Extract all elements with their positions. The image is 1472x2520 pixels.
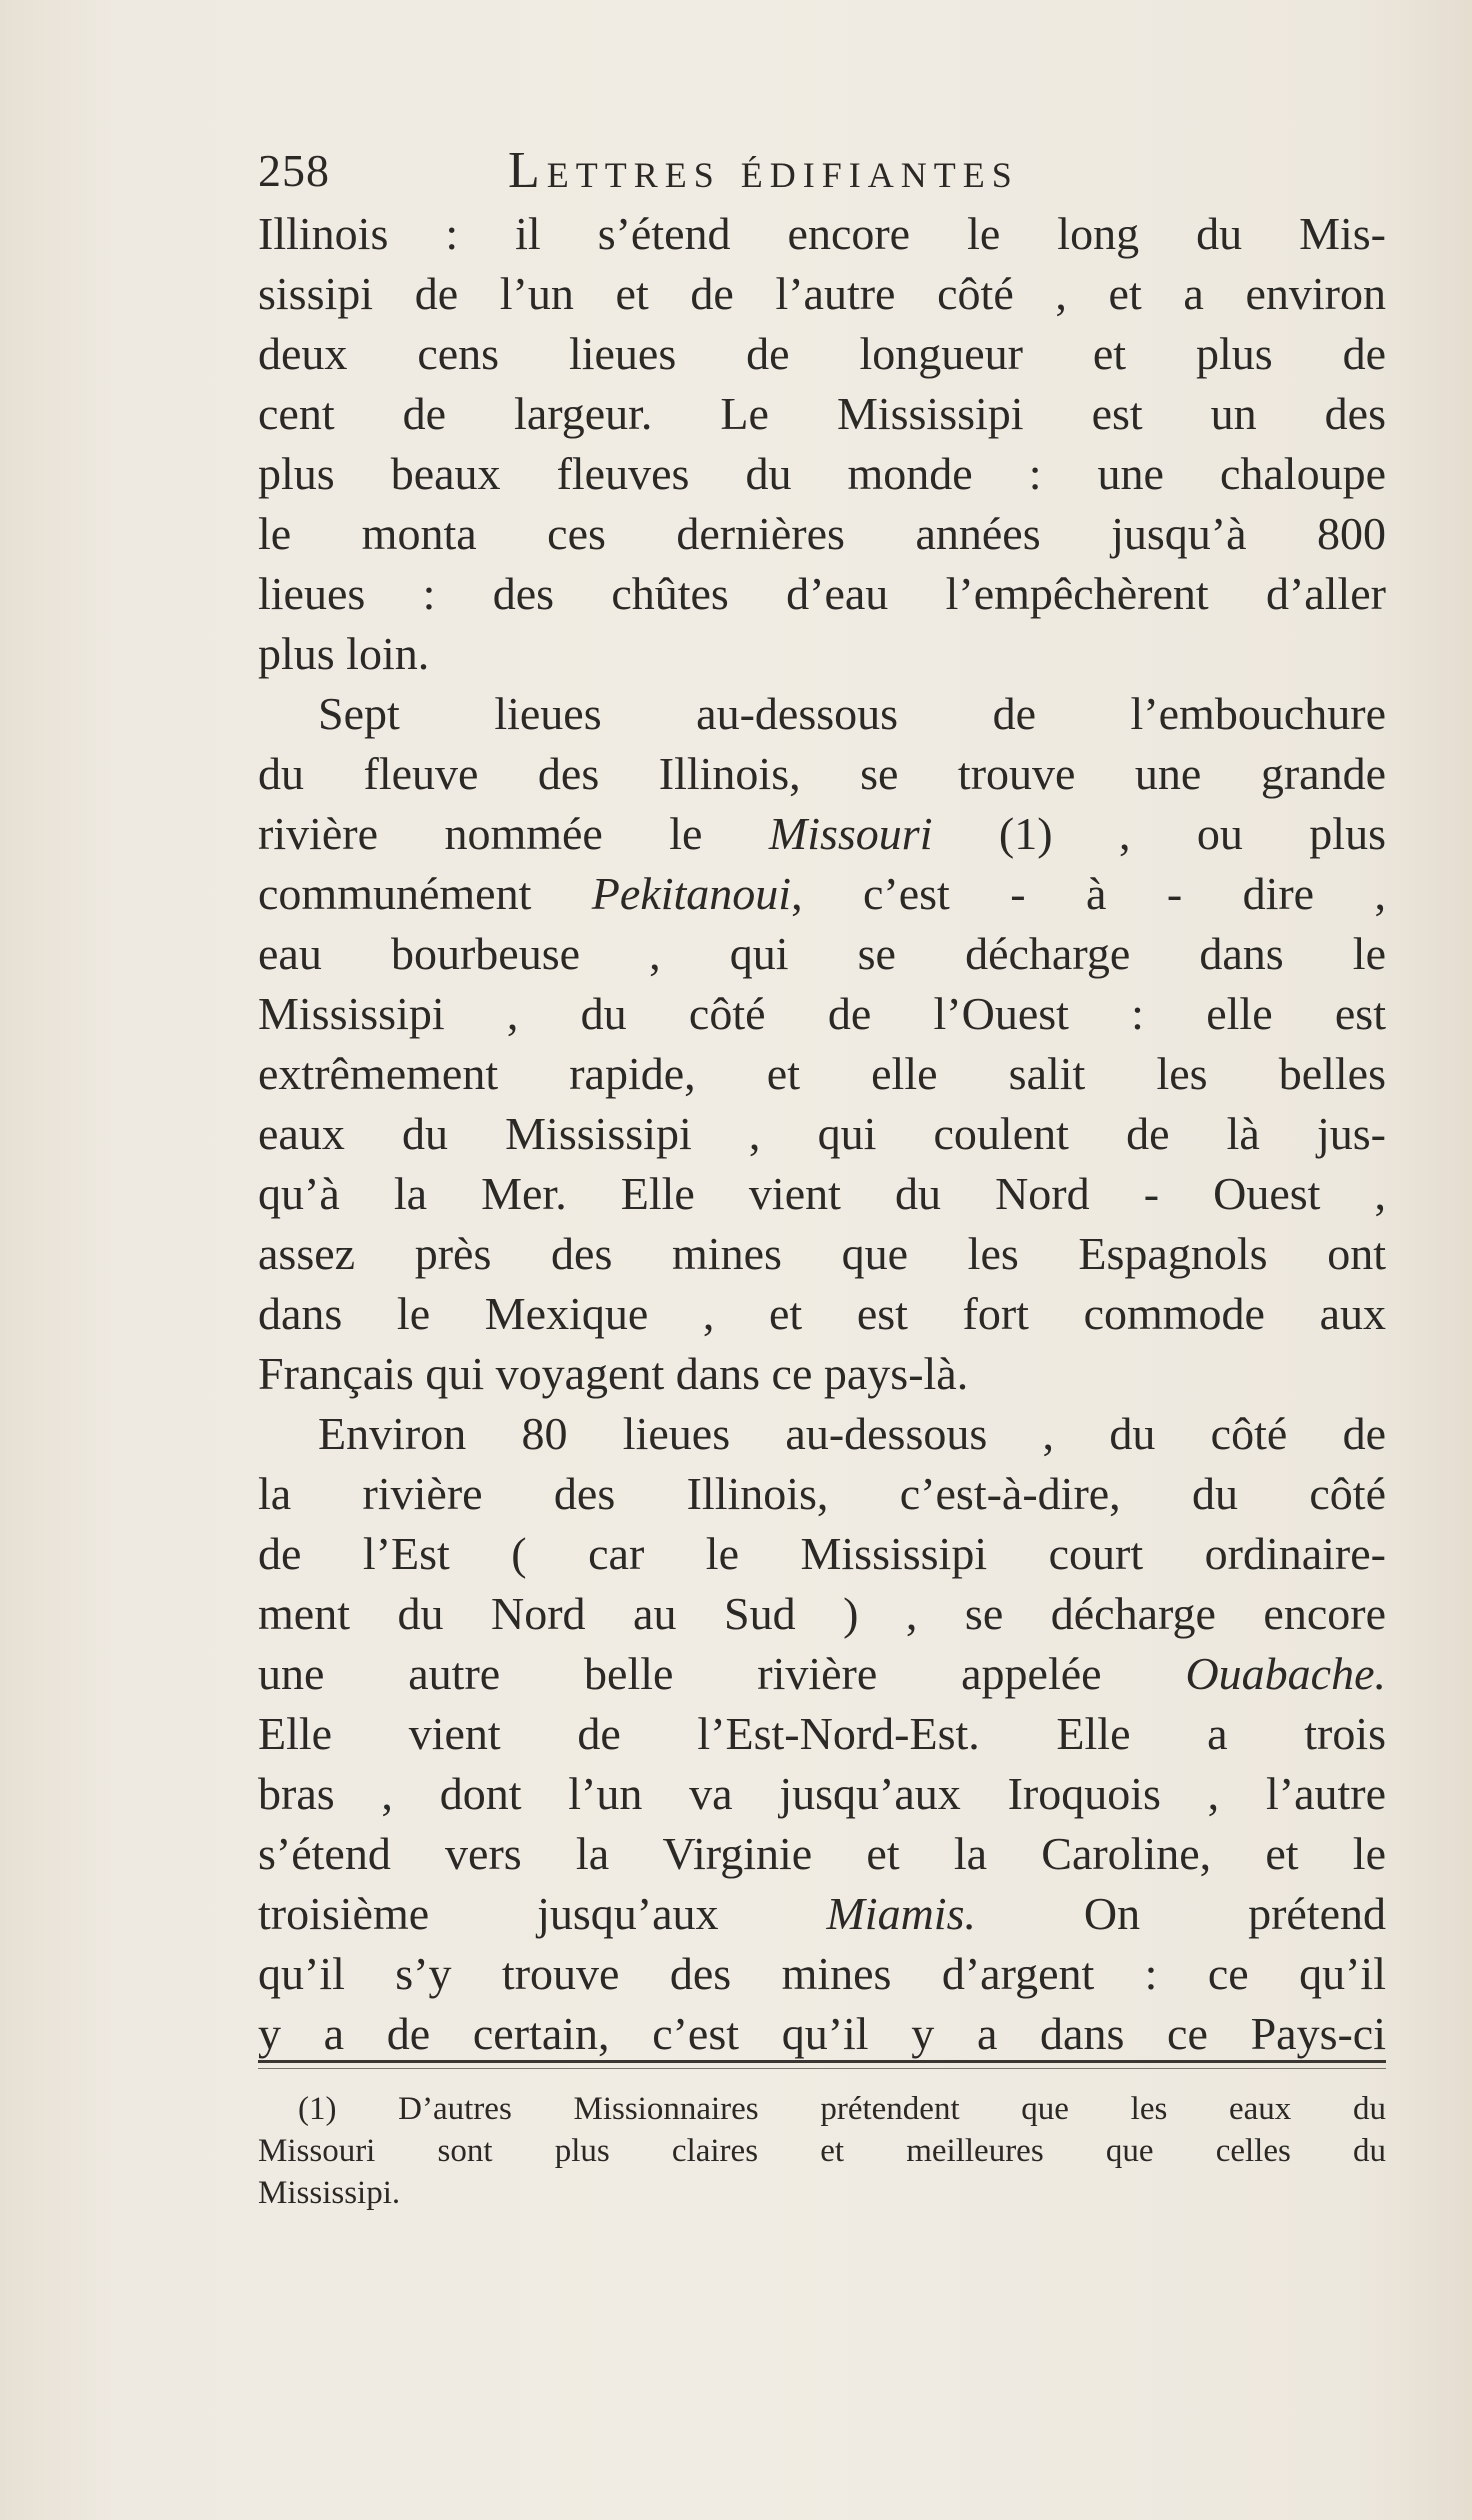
text-line: ment du Nord au Sud ) , se décharge encore — [258, 1588, 1386, 1639]
text-line: extrêmement rapide, et elle salit les belles — [258, 1048, 1386, 1099]
text-line: Environ 80 lieues au-dessous , du côté de — [318, 1408, 1386, 1459]
line-part: troisième jusqu’aux — [258, 1888, 719, 1939]
text-line — [258, 1884, 1386, 1944]
line-part: une autre belle rivière appelée — [258, 1648, 1102, 1699]
text-line — [258, 804, 1386, 864]
text-line: deux cens lieues de longueur et plus de — [258, 328, 1386, 379]
italic-term: Pekitanoui — [591, 868, 792, 919]
text-line: Sept lieues au-dessous de l’embouchure — [318, 688, 1386, 739]
footnote-divider-thin — [258, 2068, 1386, 2069]
line-part: , c’est - à - dire , — [791, 868, 1386, 919]
text-line: lieues : des chûtes d’eau l’empêchèrent d’aller — [258, 568, 1386, 619]
line-part: On prétend — [1083, 1888, 1386, 1939]
text-line — [258, 864, 1386, 924]
text-line: eaux du Mississipi , qui coulent de là jus- — [258, 1108, 1386, 1159]
text-line: s’étend vers la Virginie et la Caroline, et le — [258, 1828, 1386, 1879]
footnote-line: (1) D’autres Missionnaires prétendent que les eaux du — [298, 2091, 1386, 2127]
line-part: communément — [258, 868, 532, 919]
text-line: y a de certain, c’est qu’il y a dans ce Pays-ci — [258, 2008, 1386, 2059]
text-line — [258, 1644, 1386, 1704]
text-line: bras , dont l’un va jusqu’aux Iroquois , l’autre — [258, 1768, 1386, 1819]
text-line: du fleuve des Illinois, se trouve une grande — [258, 748, 1386, 799]
text-line: qu’il s’y trouve des mines d’argent : ce qu’il — [258, 1948, 1386, 1999]
page-number: 258 — [258, 145, 330, 196]
text-line: cent de largeur. Le Mississipi est un des — [258, 388, 1386, 439]
text-line: Mississipi , du côté de l’Ouest : elle est — [258, 988, 1386, 1039]
text-line: dans le Mexique , et est fort commode aux — [258, 1288, 1386, 1339]
text-line: assez près des mines que les Espagnols ont — [258, 1228, 1386, 1279]
text-line: Français qui voyagent dans ce pays-là. — [258, 1348, 969, 1399]
text-line: de l’Est ( car le Mississipi court ordinaire- — [258, 1528, 1386, 1579]
running-title: Lettres édifiantes — [508, 142, 1019, 199]
text-line: plus beaux fleuves du monde : une chaloupe — [258, 448, 1386, 499]
footnote-ref-line: (1) , ou plus — [998, 808, 1386, 859]
italic-term: Miamis. — [826, 1888, 976, 1939]
text-line: Elle vient de l’Est-Nord-Est. Elle a trois — [258, 1708, 1386, 1759]
footnote — [258, 2088, 1386, 2214]
italic-term: Missouri — [768, 808, 933, 859]
footnote-line: Mississipi. — [258, 2175, 401, 2211]
text-line: plus loin. — [258, 628, 430, 679]
text-line: le monta ces dernières années jusqu’à 800 — [258, 508, 1386, 559]
text-line: sissipi de l’un et de l’autre côté , et a environ — [258, 268, 1386, 319]
footnote-line: Missouri sont plus claires et meilleures que celles du — [258, 2133, 1386, 2169]
text-line: eau bourbeuse , qui se décharge dans le — [258, 928, 1386, 979]
text-line: la rivière des Illinois, c’est-à-dire, du côté — [258, 1468, 1386, 1519]
main-text — [258, 204, 1386, 2064]
italic-term: Ouabache. — [1185, 1648, 1386, 1699]
line-part: rivière nommée le — [258, 808, 703, 859]
page-header — [258, 140, 1388, 202]
footnote-divider — [258, 2060, 1386, 2063]
text-line: qu’à la Mer. Elle vient du Nord - Ouest , — [258, 1168, 1386, 1219]
text-line: Illinois : il s’étend encore le long du Mis- — [258, 208, 1386, 259]
